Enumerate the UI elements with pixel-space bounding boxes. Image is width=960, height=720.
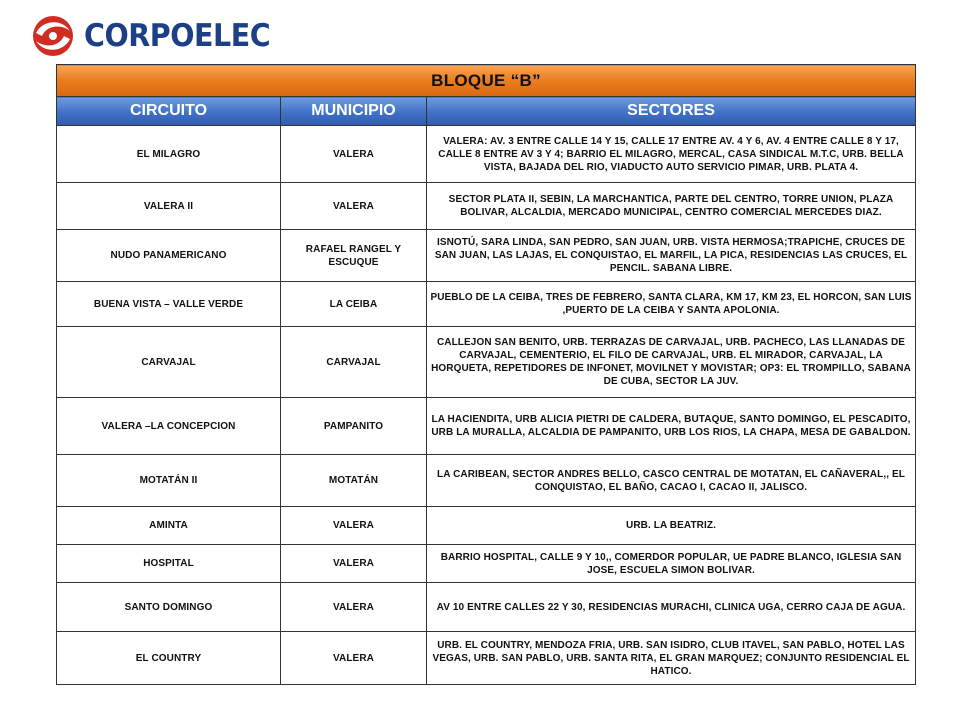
sectores-cell: URB. EL COUNTRY, MENDOZA FRIA, URB. SAN ISIDRO, CLUB ITAVEL, SAN PABLO, HOTEL LAS VEGAS, URB. SAN PABLO, URB. SANTA RITA, EL GRAN MARQUEZ; CONJUNTO RESIDENCIAL EL HATICO. [427,632,916,685]
table-row [57,398,916,455]
brand-logo [30,14,286,58]
brand-name: CORPOELEC [84,18,271,54]
corpoelec-swirl-logo-icon [30,14,76,58]
municipio-cell: VALERA [281,126,427,183]
sectores-cell: CALLEJON SAN BENITO, URB. TERRAZAS DE CARVAJAL, URB. PACHECO, LAS LLANADAS DE CARVAJAL, CEMENTERIO, EL FILO DE CARVAJAL, URB. EL MIRADOR, CARVAJAL, LA HORQUETA, REPETIDORES DE INFONET, MOVILNET Y MOVISTAR; OP3: EL TROMPILLO, SABANA DE CUBA, SECTOR LA JUV. [427,327,916,398]
circuito-cell: NUDO PANAMERICANO [57,230,281,282]
table-row [57,632,916,685]
table-row [57,183,916,230]
municipio-cell: VALERA [281,507,427,545]
sectores-cell: AV 10 ENTRE CALLES 22 Y 30, RESIDENCIAS MURACHI, CLINICA UGA, CERRO CAJA DE AGUA. [427,583,916,632]
circuito-cell: VALERA II [57,183,281,230]
table-row [57,545,916,583]
municipio-cell: VALERA [281,632,427,685]
column-header-circuito: CIRCUITO [57,97,281,126]
sectores-cell: BARRIO HOSPITAL, CALLE 9 Y 10,, COMERDOR POPULAR, UE PADRE BLANCO, IGLESIA SAN JOSE, ESCUELA SIMON BOLIVAR. [427,545,916,583]
bloque-table [56,64,916,685]
municipio-cell: VALERA [281,545,427,583]
circuito-cell: BUENA VISTA – VALLE VERDE [57,282,281,327]
sectores-cell: ISNOTÚ, SARA LINDA, SAN PEDRO, SAN JUAN, URB. VISTA HERMOSA;TRAPICHE, CRUCES DE SAN JUAN, LAS LAJAS, EL CONQUISTAO, EL MARFIL, LA PICA, RESIDENCIAS LAS CRUCES, EL PENCIL. SABANA LIBRE. [427,230,916,282]
circuito-cell: HOSPITAL [57,545,281,583]
municipio-cell: VALERA [281,183,427,230]
circuito-cell: CARVAJAL [57,327,281,398]
circuito-cell: MOTATÁN II [57,455,281,507]
table-row [57,327,916,398]
table-title: BLOQUE “B” [57,65,916,97]
column-header-sectores: SECTORES [427,97,916,126]
sectores-cell: SECTOR PLATA II, SEBIN, LA MARCHANTICA, PARTE DEL CENTRO, TORRE UNION, PLAZA BOLIVAR, ALCALDIA, MERCADO MUNICIPAL, CENTRO COMERCIAL MERCEDES DIAZ. [427,183,916,230]
table-row [57,230,916,282]
table-row [57,126,916,183]
column-header-municipio: MUNICIPIO [281,97,427,126]
circuito-cell: EL COUNTRY [57,632,281,685]
circuito-cell: EL MILAGRO [57,126,281,183]
circuito-cell: VALERA –LA CONCEPCION [57,398,281,455]
sectores-cell: LA CARIBEAN, SECTOR ANDRES BELLO, CASCO CENTRAL DE MOTATAN, EL CAÑAVERAL,, EL CONQUISTAO, EL BAÑO, CACAO I, CACAO II, JALISCO. [427,455,916,507]
sectores-cell: VALERA: AV. 3 ENTRE CALLE 14 Y 15, CALLE 17 ENTRE AV. 4 Y 6, AV. 4 ENTRE CALLE 8 Y 17, CALLE 8 ENTRE AV 3 Y 4; BARRIO EL MILAGRO, MERCAL, CASA SINDICAL M.T.C, URB. BELLA VISTA, BAJADA DEL RIO, VIADUCTO AUTO SERVICIO PIMAR, URB. PLATA 4. [427,126,916,183]
circuito-cell: SANTO DOMINGO [57,583,281,632]
municipio-cell: CARVAJAL [281,327,427,398]
municipio-cell: LA CEIBA [281,282,427,327]
sectores-cell: URB. LA BEATRIZ. [427,507,916,545]
circuito-cell: AMINTA [57,507,281,545]
table-row [57,455,916,507]
table-row [57,507,916,545]
municipio-cell: RAFAEL RANGEL Y ESCUQUE [281,230,427,282]
table-row [57,282,916,327]
municipio-cell: PAMPANITO [281,398,427,455]
table-row [57,583,916,632]
municipio-cell: MOTATÁN [281,455,427,507]
sectores-cell: PUEBLO DE LA CEIBA, TRES DE FEBRERO, SANTA CLARA, KM 17, KM 23, EL HORCON, SAN LUIS ,PUERTO DE LA CEIBA Y SANTA APOLONIA. [427,282,916,327]
sectores-cell: LA HACIENDITA, URB ALICIA PIETRI DE CALDERA, BUTAQUE, SANTO DOMINGO, EL PESCADITO, URB LA MURALLA, ALCALDIA DE PAMPANITO, URB LOS RIOS, LA CHAPA, MESA DE GABALDON. [427,398,916,455]
municipio-cell: VALERA [281,583,427,632]
